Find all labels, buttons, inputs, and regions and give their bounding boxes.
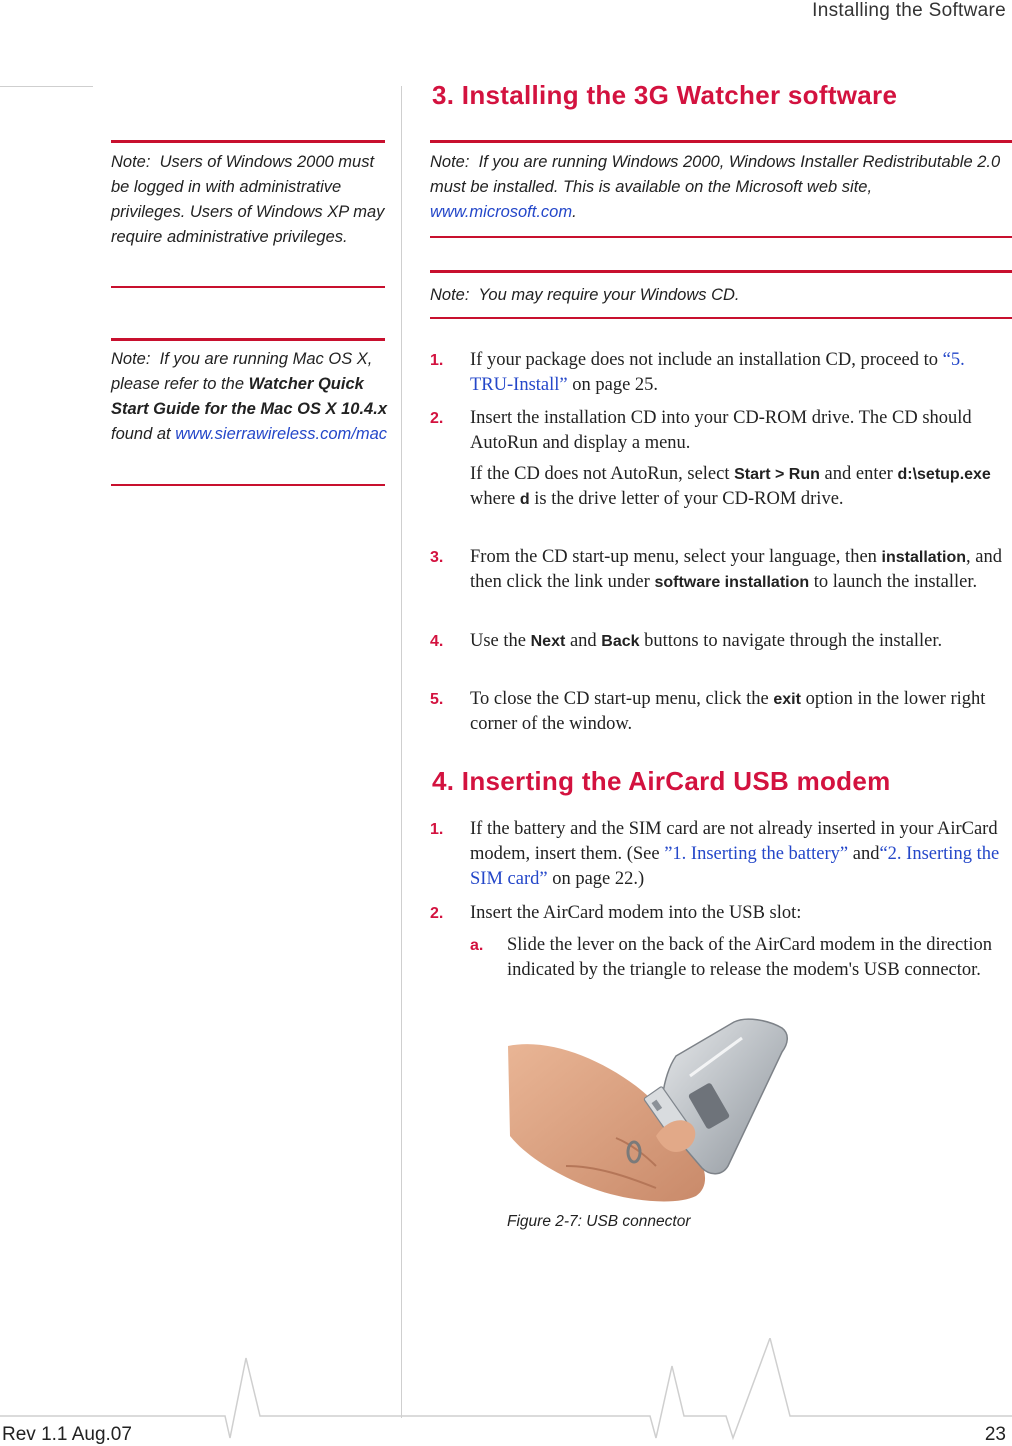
step-text-3: on page 22.): [552, 869, 645, 889]
step-text: Slide the lever on the back of the AirCard modem in the direction indicated by the triangle to release the modem's USB connector.: [507, 935, 992, 980]
step-text-2: and: [852, 844, 880, 864]
figure-caption: Figure 2-7: USB connector: [507, 1213, 691, 1230]
exit-label: exit: [773, 691, 801, 708]
sidebar-note-2-bottom-rule: [111, 484, 385, 486]
note-text: If you are running Mac OS X, please refer to the: [111, 350, 373, 393]
inserting-battery-link[interactable]: ”1. Inserting the battery”: [664, 844, 849, 864]
drive-letter-label: d: [519, 491, 530, 508]
step-text-3: to launch the installer.: [813, 572, 978, 592]
back-label: Back: [601, 633, 640, 650]
sidebar-note-2: [111, 347, 391, 447]
s3-step-1: [430, 348, 1005, 398]
step-text: From the CD start-up menu, select your language, then: [470, 547, 877, 567]
main-note-1-bottom-rule: [430, 236, 1012, 238]
footer-waveform: [0, 1338, 1012, 1446]
step-text-2: , and then click the link under: [470, 547, 1002, 592]
step-text: If your package does not include an installation CD, proceed to: [470, 350, 939, 370]
software-installation-label: software installation: [654, 574, 810, 591]
waveform-line: [0, 1338, 1012, 1438]
note-period: .: [572, 203, 577, 221]
step-text: Use the: [470, 631, 526, 651]
step-number: 3.: [430, 549, 444, 566]
s3-step-5: [430, 687, 1005, 737]
usb-connector-figure: [506, 1016, 794, 1206]
page-number: 23: [984, 1424, 1006, 1445]
column-divider: [401, 86, 402, 1418]
step-text-4: is the drive letter of your CD-ROM drive.: [534, 489, 844, 509]
s3-step-2: [430, 406, 1005, 456]
step-letter: a.: [470, 937, 484, 954]
note-text-2: found at: [111, 425, 171, 443]
sidebar-note-1-bottom-rule: [111, 286, 385, 288]
step-number: 5.: [430, 691, 444, 708]
s3-step-3: [430, 545, 1005, 595]
sidebar-note-2-top-rule: [111, 338, 385, 341]
step-text-2: and: [569, 631, 597, 651]
sidebar-note-1: [111, 150, 391, 250]
next-label: Next: [530, 633, 566, 650]
note-text: You may require your Windows CD.: [478, 286, 740, 304]
s4-step-1: [430, 817, 1005, 892]
sierra-mac-link[interactable]: www.sierrawireless.com/mac: [175, 425, 388, 443]
step-text-2: option in the lower right corner of the window.: [470, 689, 986, 734]
step-text: If the CD does not AutoRun, select: [470, 464, 730, 484]
step-text-3: where: [470, 489, 516, 509]
main-note-2-top-rule: [430, 270, 1012, 273]
microsoft-link[interactable]: www.microsoft.com: [430, 203, 573, 221]
s3-step-4: [430, 629, 1005, 654]
note-label: Note:: [430, 286, 470, 304]
step-number: 1.: [430, 352, 444, 369]
s4-step-2: [430, 901, 1005, 926]
section-4-heading: 4. Inserting the AirCard USB modem: [432, 766, 891, 796]
setup-exe-label: d:\setup.exe: [897, 466, 991, 483]
main-note-2-bottom-rule: [430, 317, 1012, 319]
main-note-2: [430, 283, 1008, 308]
header-rule: [0, 86, 93, 87]
running-header: Installing the Software: [812, 0, 1006, 21]
step-text: Insert the AirCard modem into the USB slot:: [470, 903, 802, 923]
step-number: 1.: [430, 821, 444, 838]
s3-step-2-detail: [430, 462, 1005, 512]
note-label: Note:: [111, 350, 151, 368]
installation-label: installation: [881, 549, 966, 566]
note-label: Note:: [111, 153, 151, 171]
note-text: Users of Windows 2000 must be logged in with administrative privileges. Users of Windows XP may require administrative privileges.: [111, 153, 385, 246]
step-number: 2.: [430, 905, 444, 922]
s4-substep-a: [470, 933, 1000, 983]
main-note-1-top-rule: [430, 140, 1012, 143]
section-3-heading: 3. Installing the 3G Watcher software: [432, 80, 898, 110]
step-text-3: buttons to navigate through the installer.: [644, 631, 943, 651]
step-number: 4.: [430, 633, 444, 650]
guide-title: Watcher Quick Start Guide for the Mac OS X 10.4.x: [111, 375, 387, 418]
sidebar-note-1-top-rule: [111, 140, 385, 143]
inserting-sim-link[interactable]: “2. Inserting the SIM card”: [470, 844, 1000, 889]
tru-install-link[interactable]: “5. TRU-Install”: [470, 350, 965, 395]
step-text-2: and enter: [824, 464, 893, 484]
note-text: If you are running Windows 2000, Windows Installer Redistributable 2.0 must be installed. This is available on the Microsoft web site,: [430, 153, 1001, 196]
main-note-1: [430, 150, 1008, 225]
step-text: To close the CD start-up menu, click the: [470, 689, 769, 709]
start-run-label: Start > Run: [734, 466, 820, 483]
step-text-2: on page 25.: [572, 375, 659, 395]
footer-revision: Rev 1.1 Aug.07: [2, 1424, 132, 1445]
step-number: 2.: [430, 410, 444, 427]
note-label: Note:: [430, 153, 470, 171]
step-text: Insert the installation CD into your CD-ROM drive. The CD should AutoRun and display a menu.: [470, 408, 972, 453]
step-text: If the battery and the SIM card are not already inserted in your AirCard modem, insert them. (See: [470, 819, 998, 864]
